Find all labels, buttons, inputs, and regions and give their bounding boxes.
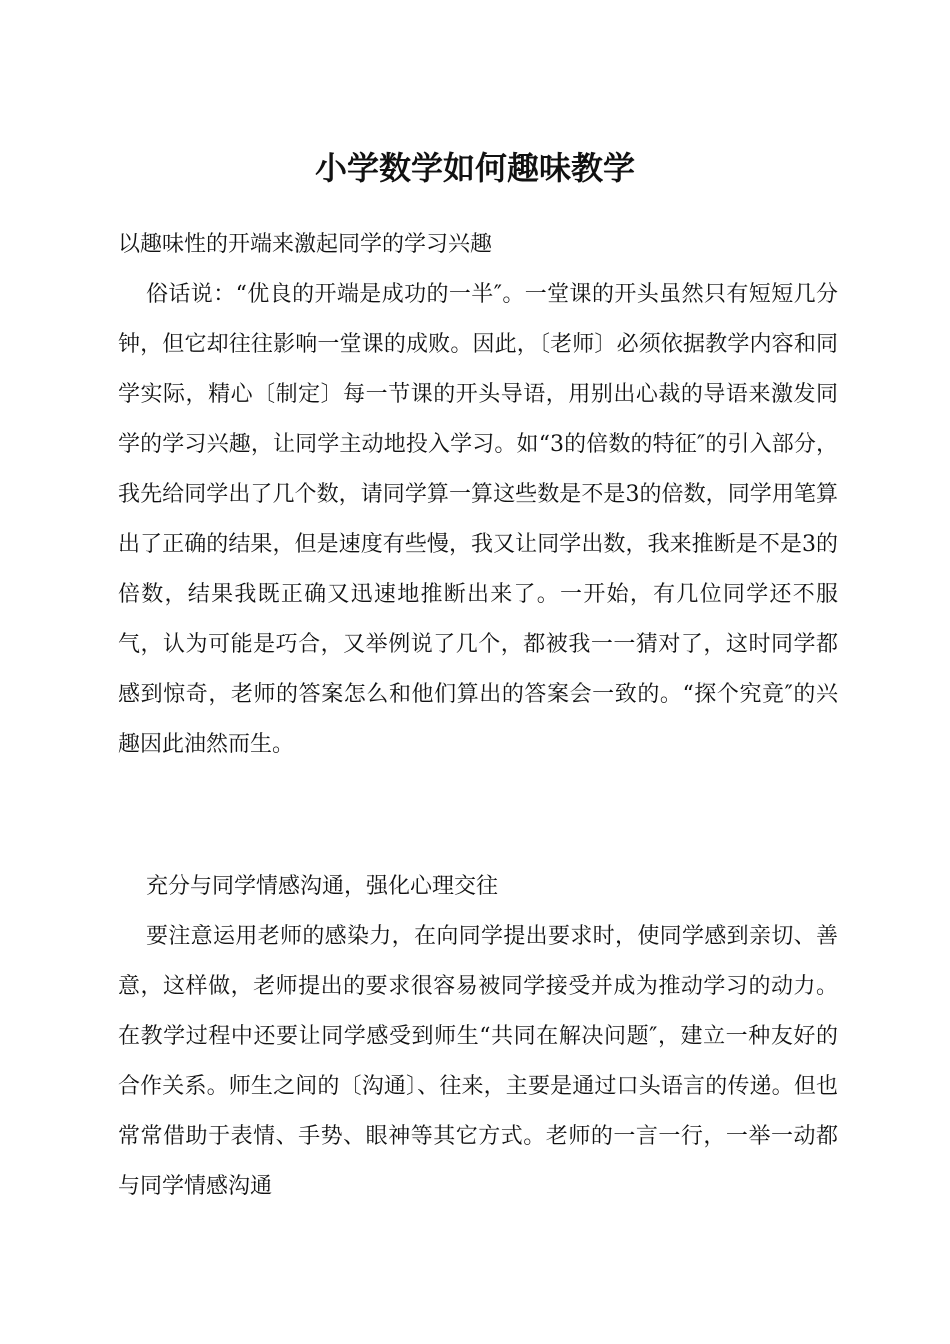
- section-heading: 以趣味性的开端来激起同学的学习兴趣: [118, 232, 493, 257]
- page-title: 小学数学如何趣味教学: [314, 149, 635, 187]
- section-emotional-communication: [118, 862, 838, 1212]
- section-paragraph: 要注意运用老师的感染力，在向同学提出要求时，使同学感到亲切、善意，这样做，老师提出的要求很容易被同学接受并成为推动学习的动力。在教学过程中还要让同学感受到师生“共同在解决问题″，建立一种友好的合作关系。师生之间的〔沟通〕、往来，主要是通过口头语言的传递。但也常常借助于表情、手势、眼神等其它方式。老师的一言一行，一举一动都与同学情感沟通: [118, 924, 838, 1199]
- section-heading: 充分与同学情感沟通，强化心理交往: [146, 874, 499, 899]
- section-interest-opening: [118, 220, 838, 770]
- section-paragraph: 俗话说：“优良的开端是成功的一半″。一堂课的开头虽然只有短短几分钟，但它却往往影响一堂课的成败。因此，〔老师〕必须依据教学内容和同学实际，精心〔制定〕每一节课的开头导语，用别出心裁的导语来激发同学的学习兴趣，让同学主动地投入学习。如“3的倍数的特征″的引入部分，我先给同学出了几个数，请同学算一算这些数是不是3的倍数，同学用笔算出了正确的结果，但是速度有些慢，我又让同学出数，我来推断是不是3的倍数，结果我既正确又迅速地推断出来了。一开始，有几位同学还不服气，认为可能是巧合，又举例说了几个，都被我一一猜对了，这时同学都感到惊奇，老师的答案怎么和他们算出的答案会一致的。“探个究竟″的兴趣因此油然而生。: [118, 282, 838, 757]
